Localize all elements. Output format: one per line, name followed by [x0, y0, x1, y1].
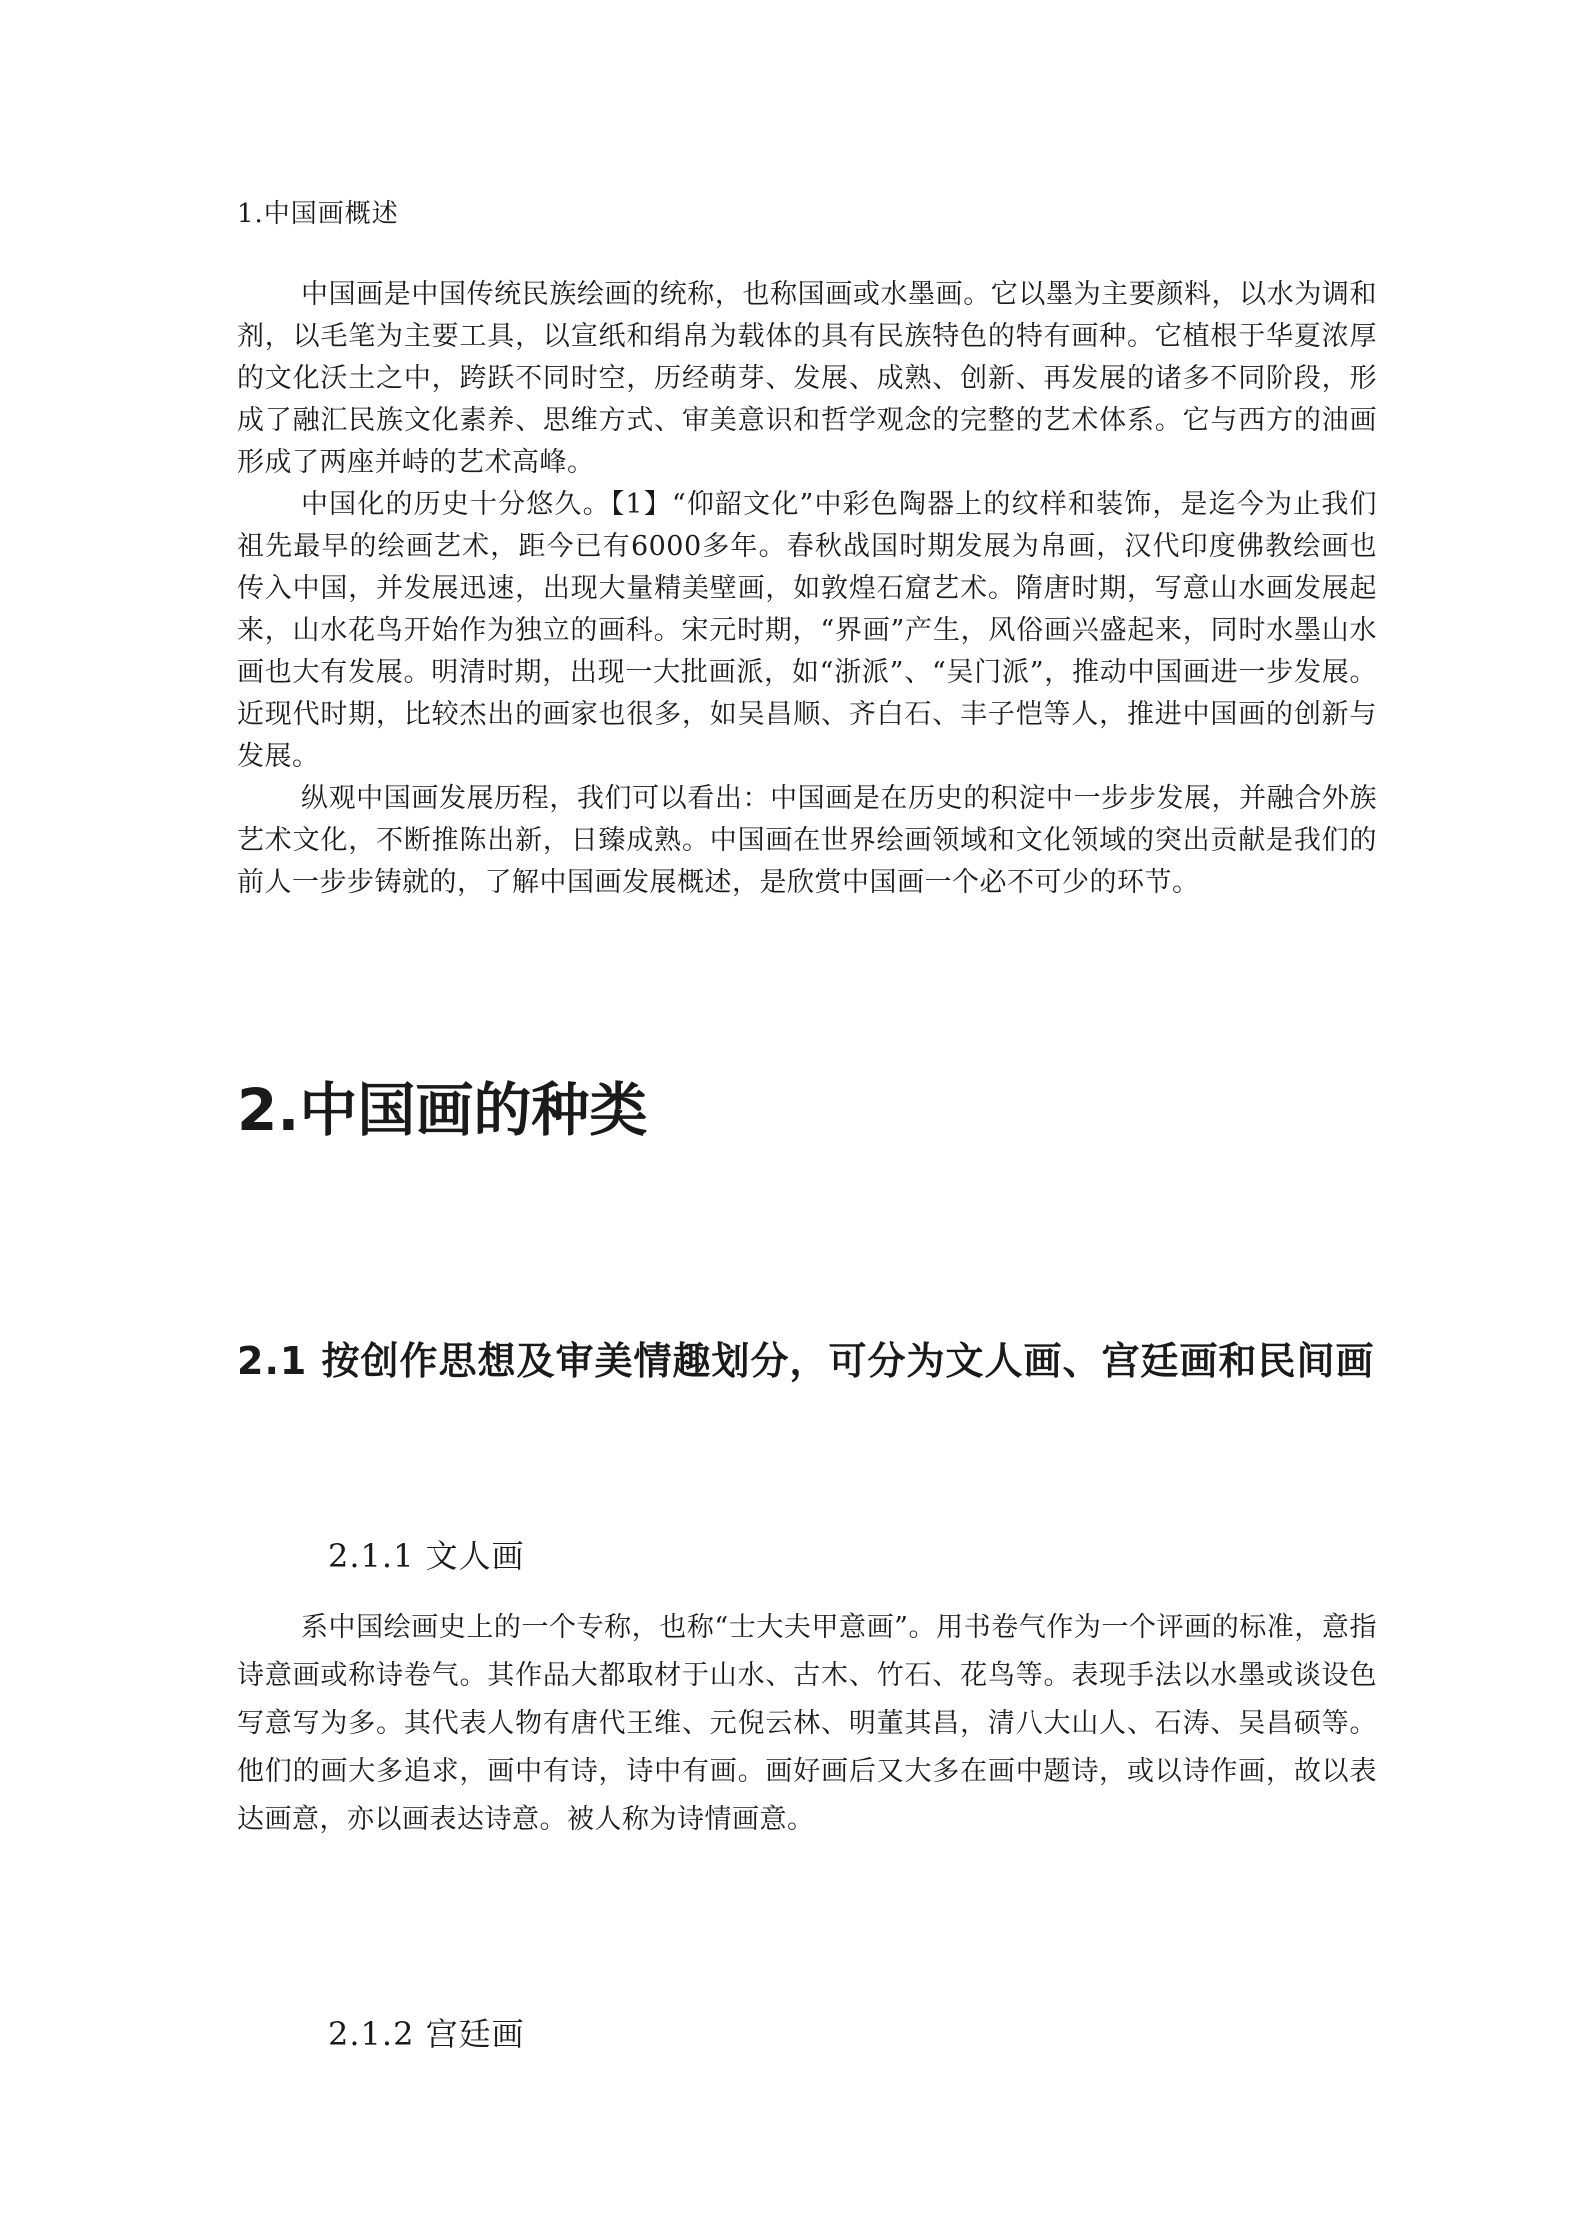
- subsection-2-1-2-heading: 2.1.2 宫廷画: [328, 2015, 525, 2053]
- section-1-body: [237, 274, 1377, 904]
- section-2-1-heading: 2.1 按创作思想及审美情趣划分，可分为文人画、宫廷画和民间画: [237, 1339, 1375, 1383]
- chapter-2-heading: 2.中国画的种类: [237, 1076, 648, 1144]
- paragraph-conclusion: 纵观中国画发展历程，我们可以看出：中国画是在历史的积淀中一步步发展，并融合外族艺术文化，不断推陈出新，日臻成熟。中国画在世界绘画领域和文化领域的突出贡献是我们的前人一步步铸就的，了解中国画发展概述，是欣赏中国画一个必不可少的环节。: [237, 783, 1377, 898]
- paragraph-overview: 中国画是中国传统民族绘画的统称，也称国画或水墨画。它以墨为主要颜料，以水为调和剂，以毛笔为主要工具，以宣纸和绢帛为载体的具有民族特色的特有画种。它植根于华夏浓厚的文化沃土之中，跨跃不同时空，历经萌芽、发展、成熟、创新、再发展的诸多不同阶段，形成了融汇民族文化素养、思维方式、审美意识和哲学观念的完整的艺术体系。它与西方的油画形成了两座并峙的艺术高峰。: [237, 279, 1377, 478]
- subsection-2-1-1-heading: 2.1.1 文人画: [328, 1537, 525, 1575]
- subsection-2-1-1-body: [237, 1604, 1377, 1844]
- section-1-title: 1.中国画概述: [237, 199, 399, 229]
- paragraph-history: 中国化的历史十分悠久。【1】“仰韶文化”中彩色陶器上的纹样和装饰，是迄今为止我们祖先最早的绘画艺术，距今已有6000多年。春秋战国时期发展为帛画，汉代印度佛教绘画也传入中国，并发展迅速，出现大量精美壁画，如敦煌石窟艺术。隋唐时期，写意山水画发展起来，山水花鸟开始作为独立的画科。宋元时期，“界画”产生，风俗画兴盛起来，同时水墨山水画也大有发展。明清时期，出现一大批画派，如“浙派”、“吴门派”，推动中国画进一步发展。近现代时期，比较杰出的画家也很多，如吴昌顺、齐白石、丰子恺等人，推进中国画的创新与发展。: [237, 489, 1377, 772]
- paragraph-literati-painting: 系中国绘画史上的一个专称，也称“士大夫甲意画”。用书卷气作为一个评画的标准，意指诗意画或称诗卷气。其作品大都取材于山水、古木、竹石、花鸟等。表现手法以水墨或谈设色写意写为多。其代表人物有唐代王维、元倪云林、明董其昌，清八大山人、石涛、吴昌硕等。他们的画大多追求，画中有诗，诗中有画。画好画后又大多在画中题诗，或以诗作画，故以表达画意，亦以画表达诗意。被人称为诗情画意。: [237, 1612, 1377, 1835]
